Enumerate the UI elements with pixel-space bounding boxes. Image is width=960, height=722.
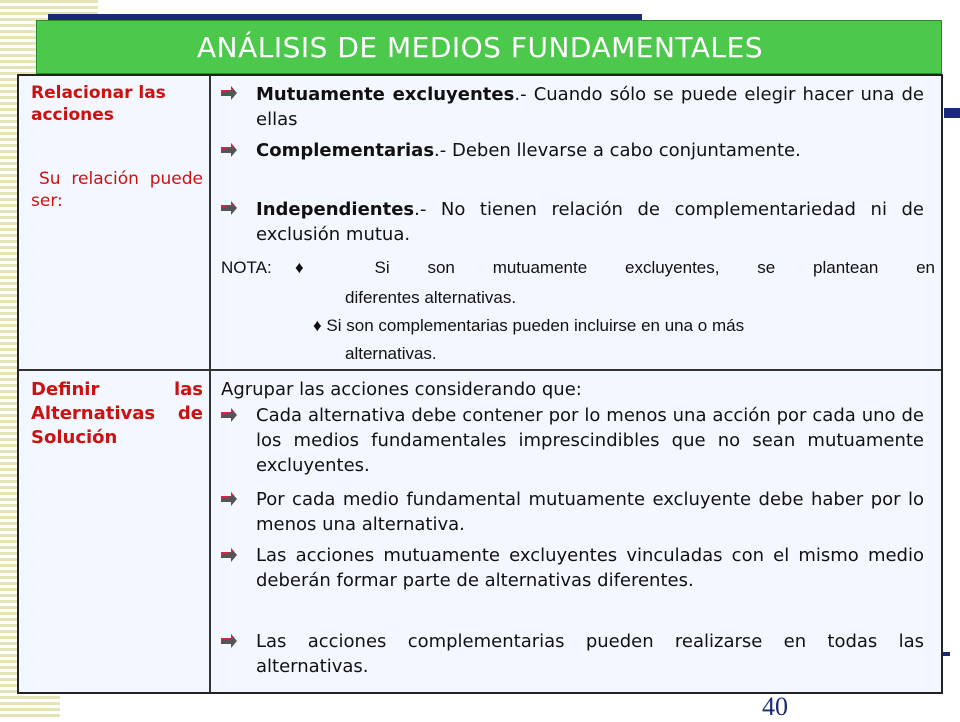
nota-line: ♦ Si son mutuamente excluyentes, se plantean en	[295, 258, 935, 277]
bullet-arrow-icon	[221, 85, 237, 101]
row-heading: Definir las Alternativas de Solución	[31, 379, 203, 448]
list-item	[256, 197, 924, 247]
table-row	[19, 76, 941, 371]
list-item	[256, 82, 924, 132]
table-row	[19, 371, 941, 692]
nota-line: alternativas.	[345, 344, 437, 363]
list-item: Por cada medio fundamental mutuamente excluyente debe haber por lo menos una alternativa.	[256, 489, 924, 535]
row-heading: Relacionar las acciones	[31, 83, 166, 125]
item-text: .- Cuando sólo se puede elegir hacer una de ellas	[256, 84, 925, 130]
row-label-cell	[19, 76, 211, 369]
item-term: Mutuamente excluyentes	[256, 84, 515, 105]
page-number: 40	[762, 692, 788, 721]
row-content-cell	[211, 371, 941, 692]
nota-line: ♦ Si son complementarias pueden incluirse en una o más	[313, 316, 745, 335]
row-subtext: Su relación puede ser:	[31, 169, 203, 211]
list-item: Las acciones mutuamente excluyentes vinculadas con el mismo medio deberán formar parte de alternativas diferentes.	[256, 545, 924, 591]
title-banner	[36, 20, 942, 74]
bullet-arrow-icon	[221, 491, 237, 507]
bullet-arrow-icon	[221, 200, 237, 216]
list-item: Cada alternativa debe contener por lo menos una acción por cada uno de los medios fundamentales imprescindibles que no sean mutuamente excluyentes.	[256, 405, 924, 476]
row-content-cell	[211, 76, 941, 369]
bullet-arrow-icon	[221, 407, 237, 423]
item-text: .- No tienen relación de complementariedad ni de exclusión mutua.	[256, 199, 924, 245]
row-intro: Agrupar las acciones considerando que:	[221, 379, 582, 400]
content-table	[17, 74, 943, 694]
nota-line: diferentes alternativas.	[345, 288, 517, 307]
nota-label: NOTA:	[221, 258, 272, 277]
decorative-navy-accent	[944, 108, 960, 118]
list-item	[256, 138, 924, 163]
decorative-stripes-bottom	[0, 690, 60, 720]
item-text: .- Deben llevarse a cabo conjuntamente.	[434, 140, 801, 161]
item-term: Independientes	[256, 199, 415, 220]
item-term: Complementarias	[256, 140, 435, 161]
bullet-arrow-icon	[221, 633, 237, 649]
bullet-arrow-icon	[221, 142, 237, 158]
slide-title: ANÁLISIS DE MEDIOS FUNDAMENTALES	[197, 31, 764, 64]
list-item: Las acciones complementarias pueden realizarse en todas las alternativas.	[256, 631, 924, 677]
row-label-cell	[19, 371, 211, 692]
bullet-arrow-icon	[221, 547, 237, 563]
